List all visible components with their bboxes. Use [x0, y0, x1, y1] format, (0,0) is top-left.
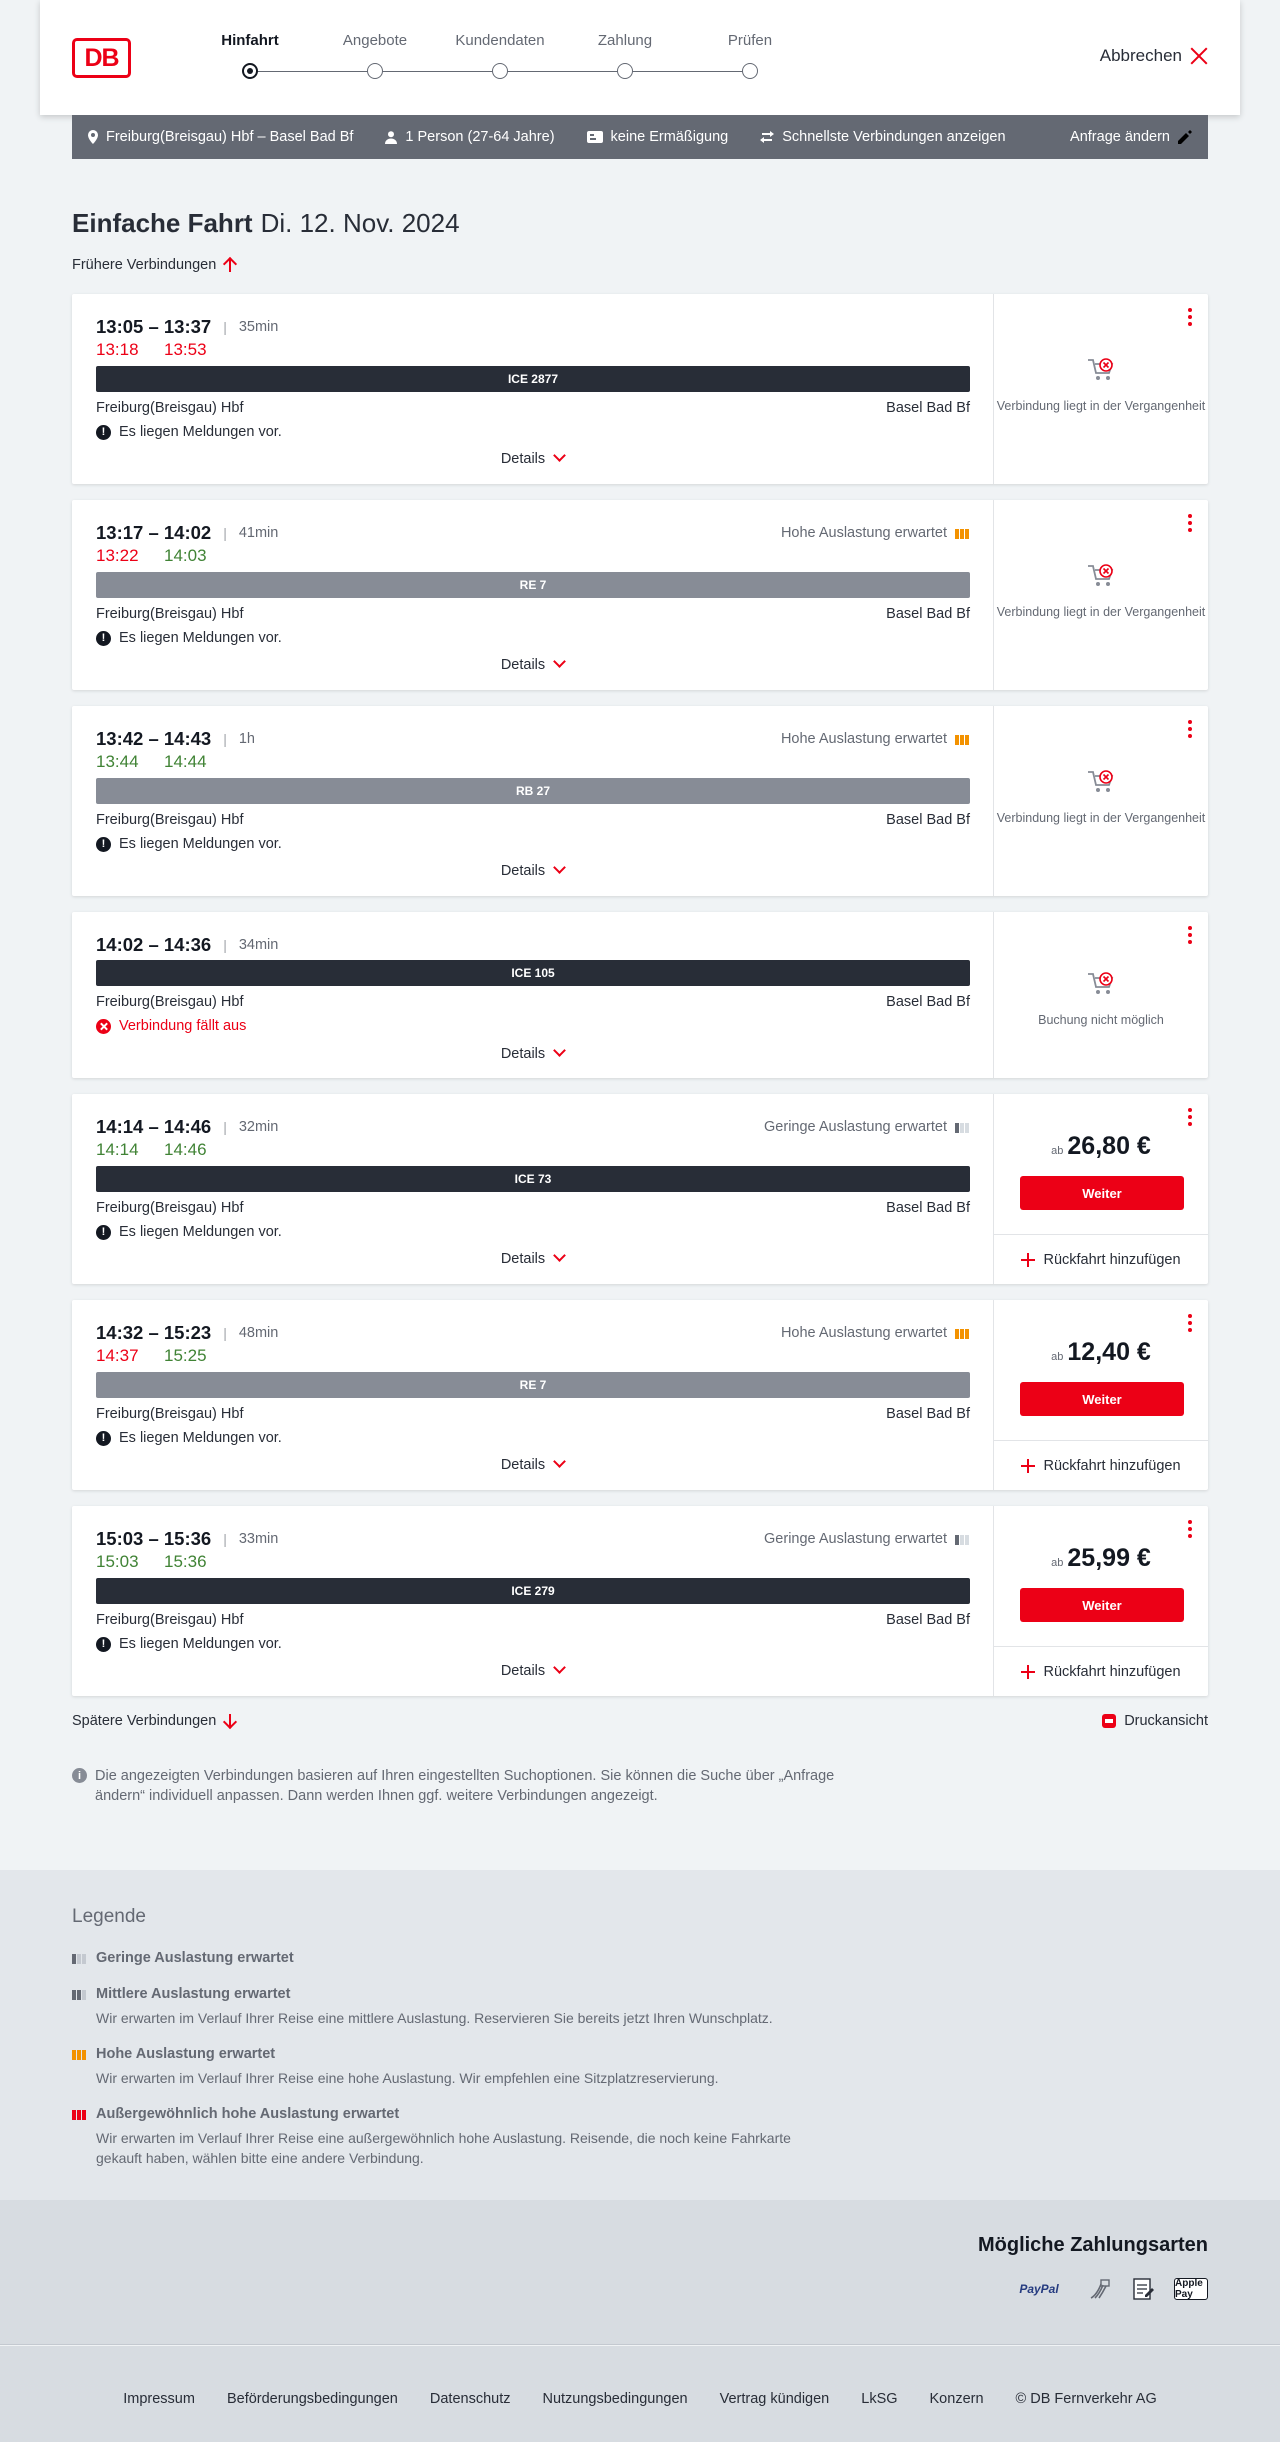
step-dot [367, 63, 383, 79]
planned-times: 14:32 – 15:23 [96, 1322, 212, 1343]
alert-icon: ! [96, 1431, 111, 1446]
connection-times: 14:32 – 15:23 | 48min [96, 1322, 279, 1343]
connection-times: 15:03 – 15:36 | 33min [96, 1528, 279, 1549]
destination-station: Basel Bad Bf [886, 1200, 970, 1216]
load-text: Hohe Auslastung erwartet [780, 525, 947, 541]
legend-section [0, 1870, 1280, 2200]
destination-station: Basel Bad Bf [886, 606, 970, 622]
message-text: Es liegen Meldungen vor. [119, 1636, 282, 1652]
past-notice: Verbindung liegt in der Vergangenheit [996, 811, 1206, 825]
details-toggle[interactable] [72, 1457, 994, 1473]
printer-icon [1102, 1714, 1116, 1728]
footer-link-nutzungsbedingungen[interactable]: Nutzungsbedingungen [542, 2391, 688, 2407]
message-notice [96, 424, 282, 440]
legend-item-exceptional [72, 2106, 872, 2168]
train-bar[interactable]: ICE 73 [96, 1166, 970, 1192]
planned-times: 13:42 – 14:43 [96, 728, 212, 749]
return-label: Rückfahrt hinzufügen [1043, 1663, 1181, 1680]
price-prefix: ab [1051, 1145, 1064, 1157]
realtime-departure: 15:03 [96, 1552, 139, 1571]
step-label: Angebote [342, 32, 408, 49]
edit-request-label: Anfrage ändern [1070, 129, 1170, 145]
cancelled-icon [96, 1019, 111, 1034]
payment-methods [1010, 2278, 1208, 2300]
high-load-icon [955, 733, 969, 745]
details-toggle[interactable] [72, 657, 994, 673]
alert-icon: ! [96, 425, 111, 440]
footer-copyright: © DB Fernverkehr AG [1015, 2391, 1157, 2407]
duration: 35min [238, 319, 279, 335]
cart-unavailable-icon [1086, 356, 1116, 384]
connection-times: 14:02 – 14:36 | 34min [96, 934, 279, 955]
legend-item-text: Wir erwarten im Verlauf Ihrer Reise eine hohe Auslastung. Wir empfehlen eine Sitzplatzreservierung. [96, 2070, 719, 2086]
planned-times: 13:05 – 13:37 [96, 316, 212, 337]
details-label: Details [500, 1663, 546, 1679]
step-pruefen [690, 30, 810, 79]
load-text: Geringe Auslastung erwartet [764, 1119, 947, 1135]
stations [96, 400, 970, 416]
details-label: Details [500, 1457, 546, 1473]
footer-link-vertrag-kuendigen[interactable]: Vertrag kündigen [719, 2391, 830, 2407]
price-value: 25,99 € [1067, 1544, 1151, 1572]
details-toggle[interactable] [72, 1251, 994, 1267]
details-label: Details [500, 1251, 546, 1267]
origin-station: Freiburg(Breisgau) Hbf [96, 812, 244, 828]
realtime-times [96, 752, 212, 772]
destination-station: Basel Bad Bf [886, 812, 970, 828]
sepa-icon [1086, 2278, 1112, 2300]
alert-icon: ! [96, 1225, 111, 1240]
mid-load-icon [72, 1988, 88, 2000]
realtime-arrival: 14:44 [164, 752, 207, 771]
earlier-connections-link[interactable] [72, 257, 236, 273]
alert-icon: ! [96, 631, 111, 646]
print-label: Druckansicht [1124, 1713, 1208, 1729]
legend-item-high [72, 2046, 872, 2088]
realtime-departure: 13:18 [96, 340, 139, 359]
later-connections-link[interactable] [72, 1713, 236, 1729]
origin-station: Freiburg(Breisgau) Hbf [96, 1612, 244, 1628]
alert-icon: ! [96, 837, 111, 852]
planned-times: 14:02 – 14:36 [96, 934, 212, 955]
connection-card [72, 1094, 1208, 1284]
train-bar[interactable]: ICE 279 [96, 1578, 970, 1604]
connection-main [72, 1094, 994, 1284]
destination-station: Basel Bad Bf [886, 994, 970, 1010]
connection-main [72, 1300, 994, 1490]
arrow-up-icon [224, 257, 236, 273]
realtime-arrival: 14:03 [164, 546, 207, 565]
footer [0, 2346, 1280, 2442]
price [994, 1132, 1208, 1161]
origin-station: Freiburg(Breisgau) Hbf [96, 606, 244, 622]
connection-side [994, 294, 1208, 484]
continue-button[interactable]: Weiter [1020, 1176, 1184, 1210]
connection-main [72, 294, 994, 484]
search-info-note [72, 1766, 852, 1806]
print-view-link[interactable] [1102, 1713, 1208, 1729]
connection-times: 13:42 – 14:43 | 1h [96, 728, 255, 749]
more-options-icon[interactable] [1188, 1108, 1192, 1126]
db-logo[interactable]: DB [72, 38, 131, 78]
legend-item-title: Geringe Auslastung erwartet [96, 1950, 294, 1966]
discount-text: keine Ermäßigung [610, 129, 729, 145]
connection-times: 13:17 – 14:02 | 41min [96, 522, 279, 543]
cancel-button[interactable] [1100, 46, 1208, 66]
stations [96, 606, 970, 622]
realtime-arrival: 15:25 [164, 1346, 207, 1365]
cancellation-notice [96, 1018, 246, 1034]
search-summary-bar [72, 115, 1208, 159]
origin-station: Freiburg(Breisgau) Hbf [96, 400, 244, 416]
step-label: Prüfen [727, 32, 773, 49]
step-label: Hinfahrt [221, 32, 279, 49]
more-options-icon[interactable] [1188, 514, 1192, 532]
chevron-down-icon [553, 1662, 565, 1674]
message-notice [96, 1224, 282, 1240]
info-icon: i [72, 1768, 87, 1783]
step-kundendaten [440, 30, 560, 79]
invoice-icon [1130, 2278, 1156, 2300]
step-dot [492, 63, 508, 79]
chevron-down-icon [553, 862, 565, 874]
load-indicator [781, 731, 969, 747]
connection-main [72, 706, 994, 896]
message-text: Es liegen Meldungen vor. [119, 424, 282, 440]
legend-item-low [72, 1950, 872, 1966]
connection-side [994, 706, 1208, 896]
option-summary [760, 129, 1005, 145]
progress-steps [180, 30, 780, 90]
footer-link-konzern[interactable]: Konzern [929, 2391, 984, 2407]
connection-main [72, 1506, 994, 1696]
legend-item-text: Wir erwarten im Verlauf Ihrer Reise eine außergewöhnlich hohe Auslastung. Reisende, die noch keine Fahrkarte gekauft haben, wählen bitte eine andere Verbindung. [96, 2130, 791, 2166]
chevron-down-icon [553, 1045, 565, 1057]
realtime-departure: 14:37 [96, 1346, 139, 1365]
stations [96, 1612, 970, 1628]
trip-date: Di. 12. Nov. 2024 [260, 208, 460, 238]
destination-station: Basel Bad Bf [886, 400, 970, 416]
realtime-times [96, 546, 212, 566]
realtime-arrival: 15:36 [164, 1552, 207, 1571]
planned-times: 15:03 – 15:36 [96, 1528, 212, 1549]
realtime-times [96, 1346, 212, 1366]
load-text: Geringe Auslastung erwartet [764, 1531, 947, 1547]
add-return-button[interactable] [994, 1234, 1208, 1284]
past-notice: Verbindung liegt in der Vergangenheit [996, 399, 1206, 413]
price-prefix: ab [1051, 1351, 1064, 1363]
alert-icon: ! [96, 1637, 111, 1652]
connection-card [72, 1300, 1208, 1490]
duration: 48min [238, 1325, 279, 1341]
realtime-departure: 14:14 [96, 1140, 139, 1159]
stations [96, 812, 970, 828]
message-text: Es liegen Meldungen vor. [119, 630, 282, 646]
step-dot [742, 63, 758, 79]
message-notice [96, 836, 282, 852]
continue-button[interactable]: Weiter [1020, 1588, 1184, 1622]
realtime-times [96, 340, 212, 360]
legend-item-title: Außergewöhnlich hohe Auslastung erwartet [96, 2106, 400, 2122]
message-notice [96, 630, 282, 646]
earlier-label: Frühere Verbindungen [72, 257, 217, 273]
duration: 41min [238, 525, 279, 541]
step-hinfahrt[interactable] [190, 30, 310, 79]
low-load-icon [955, 1533, 969, 1545]
route-text: Freiburg(Breisgau) Hbf – Basel Bad Bf [106, 129, 354, 145]
connection-main [72, 500, 994, 690]
origin-station: Freiburg(Breisgau) Hbf [96, 994, 244, 1010]
connection-side [994, 1506, 1208, 1696]
pencil-icon [1178, 130, 1192, 144]
train-bar[interactable]: RE 7 [96, 572, 970, 598]
edit-request-button[interactable] [1070, 129, 1192, 145]
details-toggle[interactable] [72, 1046, 994, 1062]
connection-side [994, 1094, 1208, 1284]
high-load-icon [955, 527, 969, 539]
step-dot [242, 63, 258, 79]
booking-unavailable-notice: Buchung nicht möglich [1038, 1013, 1164, 1027]
message-text: Es liegen Meldungen vor. [119, 836, 282, 852]
route-summary [88, 129, 353, 145]
step-label: Zahlung [597, 32, 653, 49]
train-bar[interactable]: RB 27 [96, 778, 970, 804]
load-indicator [781, 525, 969, 541]
details-label: Details [500, 863, 546, 879]
price [994, 1338, 1208, 1367]
apple-pay-icon: Apple Pay [1174, 2278, 1208, 2300]
details-toggle[interactable] [72, 1663, 994, 1679]
connection-card [72, 294, 1208, 484]
message-notice [96, 1636, 282, 1652]
duration: 1h [238, 731, 255, 747]
connection-card [72, 500, 1208, 690]
legend-item-title: Hohe Auslastung erwartet [96, 2046, 276, 2062]
origin-station: Freiburg(Breisgau) Hbf [96, 1200, 244, 1216]
plus-icon [1021, 1253, 1035, 1267]
footer-links [0, 2391, 1280, 2407]
realtime-departure: 13:22 [96, 546, 139, 565]
connection-side [994, 1300, 1208, 1490]
add-return-button[interactable] [994, 1440, 1208, 1490]
connection-main [72, 912, 994, 1078]
header [40, 0, 1240, 115]
option-text: Schnellste Verbindungen anzeigen [782, 129, 1006, 145]
planned-times: 13:17 – 14:02 [96, 522, 212, 543]
return-label: Rückfahrt hinzufügen [1043, 1251, 1181, 1268]
exceptional-load-icon [72, 2108, 88, 2120]
destination-station: Basel Bad Bf [886, 1406, 970, 1422]
footer-link-befoerderungsbedingungen[interactable]: Beförderungsbedingungen [226, 2391, 398, 2407]
load-indicator [764, 1119, 969, 1135]
more-options-icon[interactable] [1188, 926, 1192, 944]
arrow-down-icon [224, 1713, 236, 1729]
passenger-summary [385, 129, 554, 145]
realtime-arrival: 13:53 [164, 340, 207, 359]
train-bar[interactable]: RE 7 [96, 1372, 970, 1398]
connection-card [72, 1506, 1208, 1696]
load-text: Hohe Auslastung erwartet [780, 1325, 947, 1341]
high-load-icon [72, 2048, 88, 2060]
message-notice [96, 1430, 282, 1446]
chevron-down-icon [553, 656, 565, 668]
payment-title: Mögliche Zahlungsarten [977, 2234, 1208, 2256]
origin-station: Freiburg(Breisgau) Hbf [96, 1406, 244, 1422]
page-title [72, 208, 460, 239]
price-prefix: ab [1051, 1557, 1064, 1569]
message-text: Verbindung fällt aus [119, 1018, 247, 1034]
footer-link-datenschutz[interactable]: Datenschutz [429, 2391, 511, 2407]
plus-icon [1021, 1665, 1035, 1679]
note-text: Die angezeigten Verbindungen basieren auf Ihren eingestellten Suchoptionen. Sie können die Suche über „Anfrage ändern“ individuell anpassen. Dann werden Ihnen ggf. weitere Verbindungen angezeigt. [95, 1768, 835, 1804]
train-bar[interactable]: ICE 2877 [96, 366, 970, 392]
connection-card [72, 706, 1208, 896]
later-label: Spätere Verbindungen [72, 1713, 217, 1729]
more-options-icon[interactable] [1188, 1520, 1192, 1538]
low-load-icon [955, 1121, 969, 1133]
realtime-times [96, 1140, 212, 1160]
message-text: Es liegen Meldungen vor. [119, 1224, 282, 1240]
chevron-down-icon [553, 1250, 565, 1262]
realtime-departure: 13:44 [96, 752, 139, 771]
duration: 32min [238, 1119, 279, 1135]
message-text: Es liegen Meldungen vor. [119, 1430, 282, 1446]
legend-item-mid [72, 1986, 872, 2028]
more-options-icon[interactable] [1188, 308, 1192, 326]
connection-times: 13:05 – 13:37 | 35min [96, 316, 279, 337]
cart-unavailable-icon [1086, 970, 1116, 998]
stations [96, 1200, 970, 1216]
cancel-label: Abbrechen [1099, 46, 1182, 65]
continue-button[interactable]: Weiter [1020, 1382, 1184, 1416]
stations [96, 1406, 970, 1422]
details-label: Details [500, 1046, 546, 1062]
more-options-icon[interactable] [1188, 720, 1192, 738]
price [994, 1544, 1208, 1573]
realtime-arrival: 14:46 [164, 1140, 207, 1159]
footer-link-lksg[interactable]: LkSG [861, 2391, 898, 2407]
low-load-icon [72, 1952, 88, 1964]
details-toggle[interactable] [72, 863, 994, 879]
paypal-icon: PayPal [1019, 2282, 1059, 2296]
details-toggle[interactable] [72, 451, 994, 467]
load-indicator [764, 1531, 969, 1547]
legend-item-text: Wir erwarten im Verlauf Ihrer Reise eine mittlere Auslastung. Reservieren Sie bereits jetzt Ihren Wunschplatz. [96, 2010, 773, 2026]
train-bar[interactable]: ICE 105 [96, 960, 970, 986]
load-text: Hohe Auslastung erwartet [780, 731, 947, 747]
swap-arrows-icon [760, 131, 774, 143]
connection-times: 14:14 – 14:46 | 32min [96, 1116, 279, 1137]
legend-item-title: Mittlere Auslastung erwartet [96, 1986, 291, 2002]
add-return-button[interactable] [994, 1646, 1208, 1696]
connection-card [72, 912, 1208, 1078]
step-label: Kundendaten [455, 32, 545, 49]
discount-summary [587, 129, 729, 145]
legend-title: Legende [72, 1906, 146, 1927]
details-label: Details [500, 657, 546, 673]
close-icon [1190, 47, 1208, 65]
details-label: Details [500, 451, 546, 467]
past-notice: Verbindung liegt in der Vergangenheit [996, 605, 1206, 619]
connection-side [994, 500, 1208, 690]
footer-link-impressum[interactable]: Impressum [123, 2391, 195, 2407]
load-indicator [781, 1325, 969, 1341]
high-load-icon [955, 1327, 969, 1339]
cart-unavailable-icon [1086, 768, 1116, 796]
return-label: Rückfahrt hinzufügen [1043, 1457, 1181, 1474]
payment-section [0, 2200, 1280, 2345]
more-options-icon[interactable] [1188, 1314, 1192, 1332]
connection-side [994, 912, 1208, 1078]
trip-type: Einfache Fahrt [72, 208, 253, 238]
step-dot [617, 63, 633, 79]
chevron-down-icon [553, 450, 565, 462]
stations [96, 994, 970, 1010]
duration: 34min [238, 937, 279, 953]
destination-station: Basel Bad Bf [886, 1612, 970, 1628]
price-value: 12,40 € [1067, 1338, 1151, 1366]
location-pin-icon [88, 130, 98, 144]
step-zahlung [565, 30, 685, 79]
price-value: 26,80 € [1067, 1132, 1151, 1160]
planned-times: 14:14 – 14:46 [96, 1116, 212, 1137]
person-icon [385, 131, 397, 144]
passenger-text: 1 Person (27-64 Jahre) [405, 129, 555, 145]
chevron-down-icon [553, 1456, 565, 1468]
step-angebote [315, 30, 435, 79]
cart-unavailable-icon [1086, 562, 1116, 590]
realtime-times [96, 1552, 212, 1572]
duration: 33min [238, 1531, 279, 1547]
plus-icon [1021, 1459, 1035, 1473]
bahncard-icon [587, 131, 603, 143]
